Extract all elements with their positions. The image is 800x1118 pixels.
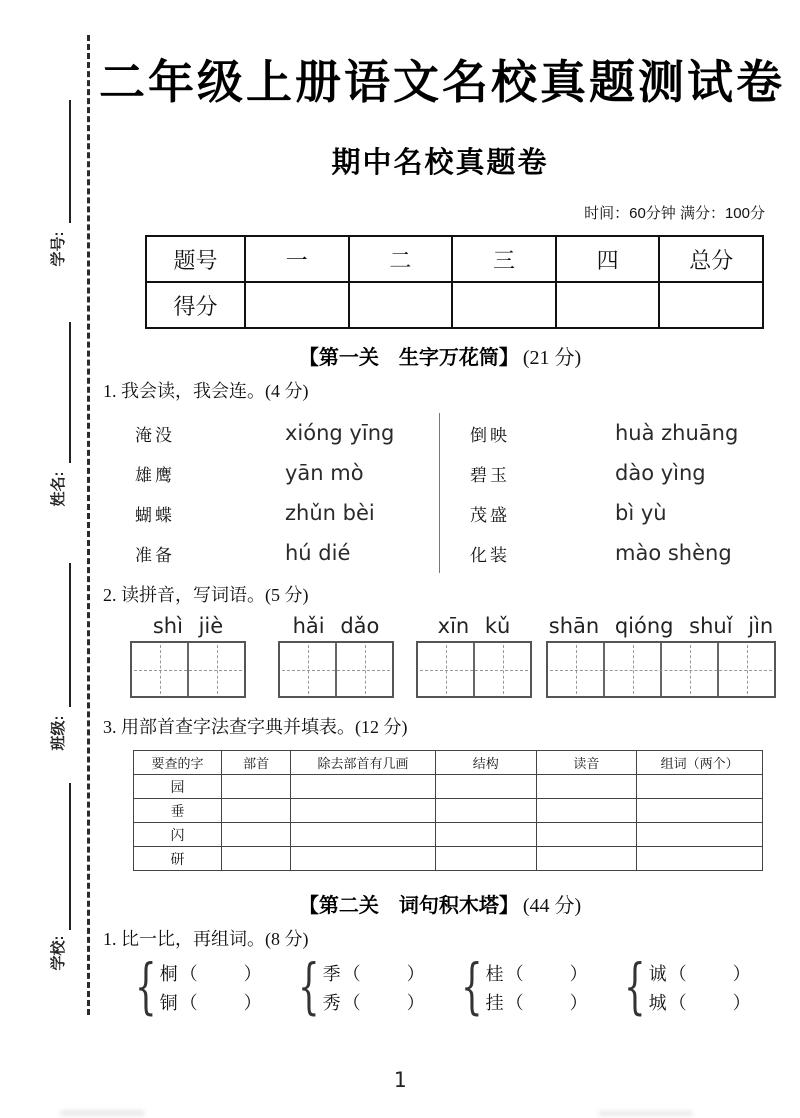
paren-close: ）	[569, 992, 588, 1013]
dict-col-header: 读音	[536, 751, 637, 775]
dict-empty-cell	[291, 823, 436, 847]
match-pinyin: dào yìng	[615, 461, 706, 485]
dict-empty-cell	[435, 847, 536, 871]
writing-cell	[717, 643, 774, 696]
pair-character: 季	[322, 963, 341, 984]
score-empty-cell	[452, 282, 556, 328]
dict-empty-cell	[435, 775, 536, 799]
dict-row	[134, 775, 763, 799]
pair-character: 秀	[322, 992, 341, 1013]
dict-row	[134, 823, 763, 847]
student-id-label: 学号:	[50, 231, 67, 267]
word-pair-group	[624, 952, 757, 1022]
matching-exercise	[135, 413, 765, 573]
score-value-row	[146, 282, 763, 328]
match-pinyin: xióng yīng	[285, 421, 395, 445]
match-pinyin: zhǔn bèi	[285, 501, 375, 525]
name-write-line	[69, 322, 71, 463]
word-pair-group	[298, 952, 431, 1022]
seal-cut-dashed-line	[87, 35, 90, 1015]
writing-boxes	[416, 641, 532, 698]
dict-row	[134, 799, 763, 823]
score-empty-cell	[245, 282, 349, 328]
match-row	[470, 493, 765, 533]
pair-line	[649, 987, 751, 1016]
dict-col-header: 结构	[435, 751, 536, 775]
score-col-header: 题号	[146, 236, 245, 282]
pinyin-label: hǎi dǎo	[292, 614, 380, 638]
scan-artifact	[60, 1110, 145, 1116]
writing-cell	[187, 643, 244, 696]
dict-character: 垂	[134, 799, 222, 823]
writing-cell	[335, 643, 392, 696]
scan-artifact	[598, 1111, 693, 1116]
dict-empty-cell	[637, 775, 763, 799]
dict-empty-cell	[536, 775, 637, 799]
score-empty-cell	[556, 282, 660, 328]
pair-character: 挂	[485, 992, 504, 1013]
brace-icon: {	[461, 952, 483, 1022]
paren-close: ）	[732, 963, 751, 984]
page-number: 1	[393, 1068, 407, 1092]
dict-character: 闪	[134, 823, 222, 847]
score-header-row	[146, 236, 763, 282]
word-pair-group	[461, 952, 594, 1022]
pinyin-label: shì jiè	[152, 614, 224, 638]
writing-cell	[132, 643, 187, 696]
match-word: 淹没	[135, 425, 175, 445]
match-word: 准备	[135, 545, 175, 565]
word-pair-group	[135, 952, 268, 1022]
question2-text: 2. 读拼音，写词语。(5 分)	[103, 585, 309, 605]
pinyin-label: xīn kǔ	[437, 614, 511, 638]
pair-character: 桐	[159, 963, 178, 984]
dict-character: 研	[134, 847, 222, 871]
pair-character: 城	[648, 992, 667, 1013]
pinyin-label: shān qióng shuǐ jìn	[548, 614, 774, 638]
dict-row	[134, 847, 763, 871]
dict-empty-cell	[435, 823, 536, 847]
pair-line	[323, 958, 425, 987]
brace-icon: {	[624, 952, 646, 1022]
dict-header-row	[134, 751, 763, 775]
pair-line	[486, 958, 588, 987]
dict-empty-cell	[291, 799, 436, 823]
score-col-header: 总分	[659, 236, 763, 282]
pair-line	[160, 958, 262, 987]
dict-col-header: 要查的字	[134, 751, 222, 775]
writing-cell	[660, 643, 717, 696]
section1-heading	[100, 341, 780, 370]
match-row	[135, 493, 439, 533]
dict-empty-cell	[222, 823, 291, 847]
dict-empty-cell	[536, 799, 637, 823]
pinyin-group	[130, 614, 246, 698]
dict-empty-cell	[536, 847, 637, 871]
paren-close: ）	[243, 963, 262, 984]
pinyin-group	[546, 614, 776, 698]
dict-col-header: 除去部首有几画	[291, 751, 436, 775]
writing-cell	[418, 643, 473, 696]
question3-text: 3. 用部首查字法查字典并填表。(12 分)	[103, 717, 408, 737]
match-row	[470, 533, 765, 573]
question1-text: 1. 我会读，我会连。(4 分)	[103, 381, 309, 401]
pair-character: 铜	[159, 992, 178, 1013]
score-empty-cell	[349, 282, 453, 328]
paren-close: ）	[243, 992, 262, 1013]
match-word: 蝴蝶	[135, 505, 175, 525]
dict-empty-cell	[536, 823, 637, 847]
class-label: 班级:	[50, 715, 67, 751]
section2-title: 【第二关 词句积木塔】	[298, 895, 519, 917]
paren-open: （	[505, 963, 524, 984]
writing-cell	[473, 643, 530, 696]
match-row	[470, 453, 765, 493]
score-col-header: 一	[245, 236, 349, 282]
pair-line	[160, 987, 262, 1016]
compare-words-exercise	[135, 952, 765, 1022]
writing-boxes	[278, 641, 394, 698]
pair-line	[323, 987, 425, 1016]
match-pinyin: yān mò	[285, 461, 364, 485]
paren-open: （	[668, 992, 687, 1013]
score-col-header: 三	[452, 236, 556, 282]
paper-title: 二年级上册语文名校真题测试卷	[99, 56, 785, 108]
section1-title: 【第一关 生字万花筒】	[298, 347, 519, 369]
name-label: 姓名:	[50, 471, 67, 507]
matching-left-column	[135, 413, 439, 573]
dict-empty-cell	[222, 799, 291, 823]
dict-empty-cell	[291, 847, 436, 871]
score-col-header: 二	[349, 236, 453, 282]
match-word: 茂盛	[470, 505, 510, 525]
score-row-label: 得分	[146, 282, 245, 328]
dict-character: 园	[134, 775, 222, 799]
class-write-line	[69, 563, 71, 707]
dict-empty-cell	[222, 775, 291, 799]
paren-open: （	[505, 992, 524, 1013]
section2-points: (44 分)	[522, 895, 582, 917]
paren-open: （	[342, 992, 361, 1013]
paper-subtitle: 期中名校真题卷	[331, 147, 549, 179]
student-id-write-line	[69, 100, 71, 223]
match-row	[135, 533, 439, 573]
dict-col-header: 组词（两个）	[637, 751, 763, 775]
pinyin-writing-exercise	[130, 614, 776, 698]
paren-open: （	[179, 992, 198, 1013]
match-row	[135, 453, 439, 493]
writing-boxes	[130, 641, 246, 698]
paren-close: ）	[732, 992, 751, 1013]
paren-close: ）	[406, 992, 425, 1013]
dict-empty-cell	[222, 847, 291, 871]
match-word: 化装	[470, 545, 510, 565]
match-row	[135, 413, 439, 453]
dictionary-lookup-table	[133, 750, 763, 871]
paren-open: （	[668, 963, 687, 984]
paren-open: （	[342, 963, 361, 984]
dict-empty-cell	[637, 847, 763, 871]
writing-cell	[603, 643, 660, 696]
dict-empty-cell	[291, 775, 436, 799]
score-table	[145, 235, 764, 329]
score-empty-cell	[659, 282, 763, 328]
writing-cell	[548, 643, 603, 696]
dict-empty-cell	[435, 799, 536, 823]
match-pinyin: huà zhuāng	[615, 421, 739, 445]
pinyin-group	[416, 614, 532, 698]
match-word: 雄鹰	[135, 465, 175, 485]
section1-points: (21 分)	[522, 347, 582, 369]
pair-line	[486, 987, 588, 1016]
pinyin-group	[278, 614, 394, 698]
time-score-info: 时间：60分钟 满分：100分	[584, 205, 765, 222]
section2-heading	[100, 889, 780, 918]
school-label: 学校:	[50, 935, 67, 971]
paren-open: （	[179, 963, 198, 984]
match-row	[470, 413, 765, 453]
dict-empty-cell	[637, 799, 763, 823]
brace-icon: {	[135, 952, 157, 1022]
dict-empty-cell	[637, 823, 763, 847]
school-write-line	[69, 783, 71, 930]
dict-col-header: 部首	[222, 751, 291, 775]
score-col-header: 四	[556, 236, 660, 282]
match-pinyin: hú dié	[285, 541, 351, 565]
pair-character: 诚	[648, 963, 667, 984]
matching-right-column	[439, 413, 765, 573]
match-pinyin: mào shèng	[615, 541, 732, 565]
writing-boxes	[546, 641, 776, 698]
writing-cell	[280, 643, 335, 696]
brace-icon: {	[298, 952, 320, 1022]
paren-close: ）	[569, 963, 588, 984]
section2-question1-text: 1. 比一比，再组词。(8 分)	[103, 929, 309, 949]
match-word: 碧玉	[470, 465, 510, 485]
pair-line	[649, 958, 751, 987]
match-pinyin: bì yù	[615, 501, 667, 525]
match-word: 倒映	[470, 425, 510, 445]
pair-character: 桂	[485, 963, 504, 984]
paren-close: ）	[406, 963, 425, 984]
